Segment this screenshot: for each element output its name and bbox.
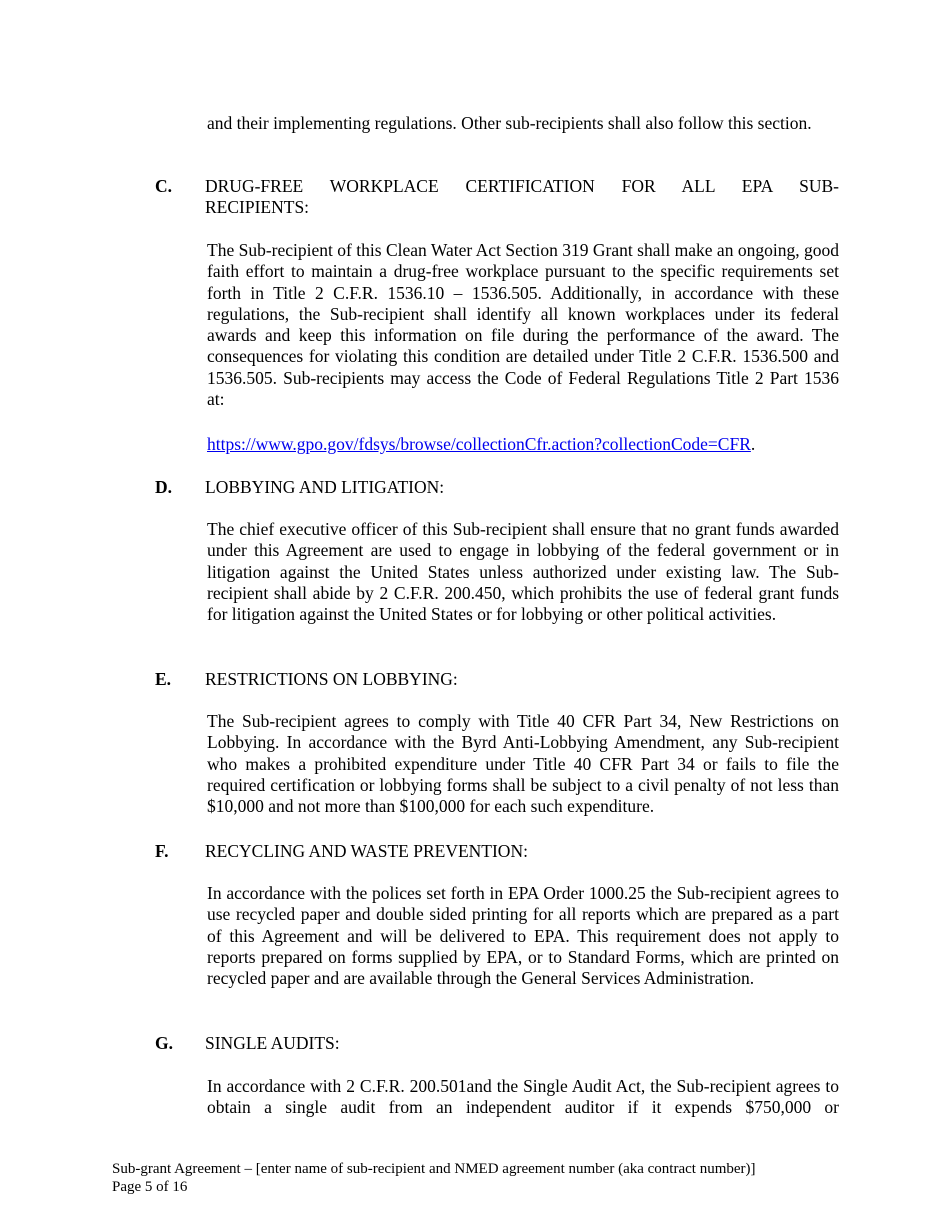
section-d-letter: D. [155, 477, 173, 497]
section-c-heading [205, 176, 839, 219]
section-c-body: The Sub-recipient of this Clean Water Act Section 319 Grant shall make an ongoing, good faith effort to maintain a drug-free workplace pursuant to the specific requirements set forth in Title 2 C.F.R. 1536.10 – 1536.505. Additionally, in accordance with these regulations, the Sub-recipient shall identify all known workplaces under its federal awards and keep this information on file during the performance of the award. The consequences for violating this condition are detailed under Title 2 C.F.R. 1536.500 and 1536.505. Sub-recipients may access the Code of Federal Regulations Title 2 Part 1536 at: [207, 240, 839, 410]
section-g-heading: SINGLE AUDITS: [205, 1033, 340, 1053]
intro-paragraph: and their implementing regulations. Other sub-recipients shall also follow this section. [207, 113, 812, 133]
section-c-heading-line1: DRUG-FREE WORKPLACE CERTIFICATION FOR ALL EPA SUB- [205, 176, 839, 196]
cfr-link-suffix: . [750, 434, 756, 454]
footer-page-number: Page 5 of 16 [112, 1179, 188, 1195]
section-d-body: The chief executive officer of this Sub-recipient shall ensure that no grant funds awarded under this Agreement are used to engage in lobbying of the federal government or in litigation against the United States unless authorized under existing law. The Sub-recipient shall abide by 2 C.F.R. 200.450, which prohibits the use of federal grant funds for litigation against the United States or for lobbying or other political activities. [207, 519, 839, 625]
cfr-link[interactable]: https://www.gpo.gov/fdsys/browse/collectionCfr.action?collectionCode=CFR [207, 434, 751, 454]
section-f-heading: RECYCLING AND WASTE PREVENTION: [205, 841, 528, 861]
cfr-link-line [207, 434, 755, 455]
section-c-heading-line2: RECIPIENTS: [205, 197, 310, 218]
section-e-body: The Sub-recipient agrees to comply with Title 40 CFR Part 34, New Restrictions on Lobbying. In accordance with the Byrd Anti-Lobbying Amendment, any Sub-recipient who makes a prohibited expenditure under Title 40 CFR Part 34 or fails to file the required certification or lobbying forms shall be subject to a civil penalty of not less than $10,000 and not more than $100,000 for each such expenditure. [207, 711, 839, 817]
section-g-body: In accordance with 2 C.F.R. 200.501and the Single Audit Act, the Sub-recipient agrees to obtain a single audit from an independent auditor if it expends $750,000 or [207, 1076, 839, 1118]
section-e-heading: RESTRICTIONS ON LOBBYING: [205, 669, 458, 689]
section-g-letter: G. [155, 1033, 173, 1053]
section-d-heading: LOBBYING AND LITIGATION: [205, 477, 445, 497]
section-c-letter: C. [155, 176, 173, 196]
footer-title: Sub-grant Agreement – [enter name of sub-recipient and NMED agreement number (aka contract number)] [112, 1161, 756, 1177]
section-f-letter: F. [155, 841, 169, 861]
section-f-body: In accordance with the polices set forth in EPA Order 1000.25 the Sub-recipient agrees to use recycled paper and double sided printing for all reports which are prepared as a part of this Agreement and will be delivered to EPA. This requirement does not apply to reports prepared on forms supplied by EPA, or to Standard Forms, which are printed on recycled paper and are available through the General Services Administration. [207, 883, 839, 989]
section-e-letter: E. [155, 669, 172, 689]
